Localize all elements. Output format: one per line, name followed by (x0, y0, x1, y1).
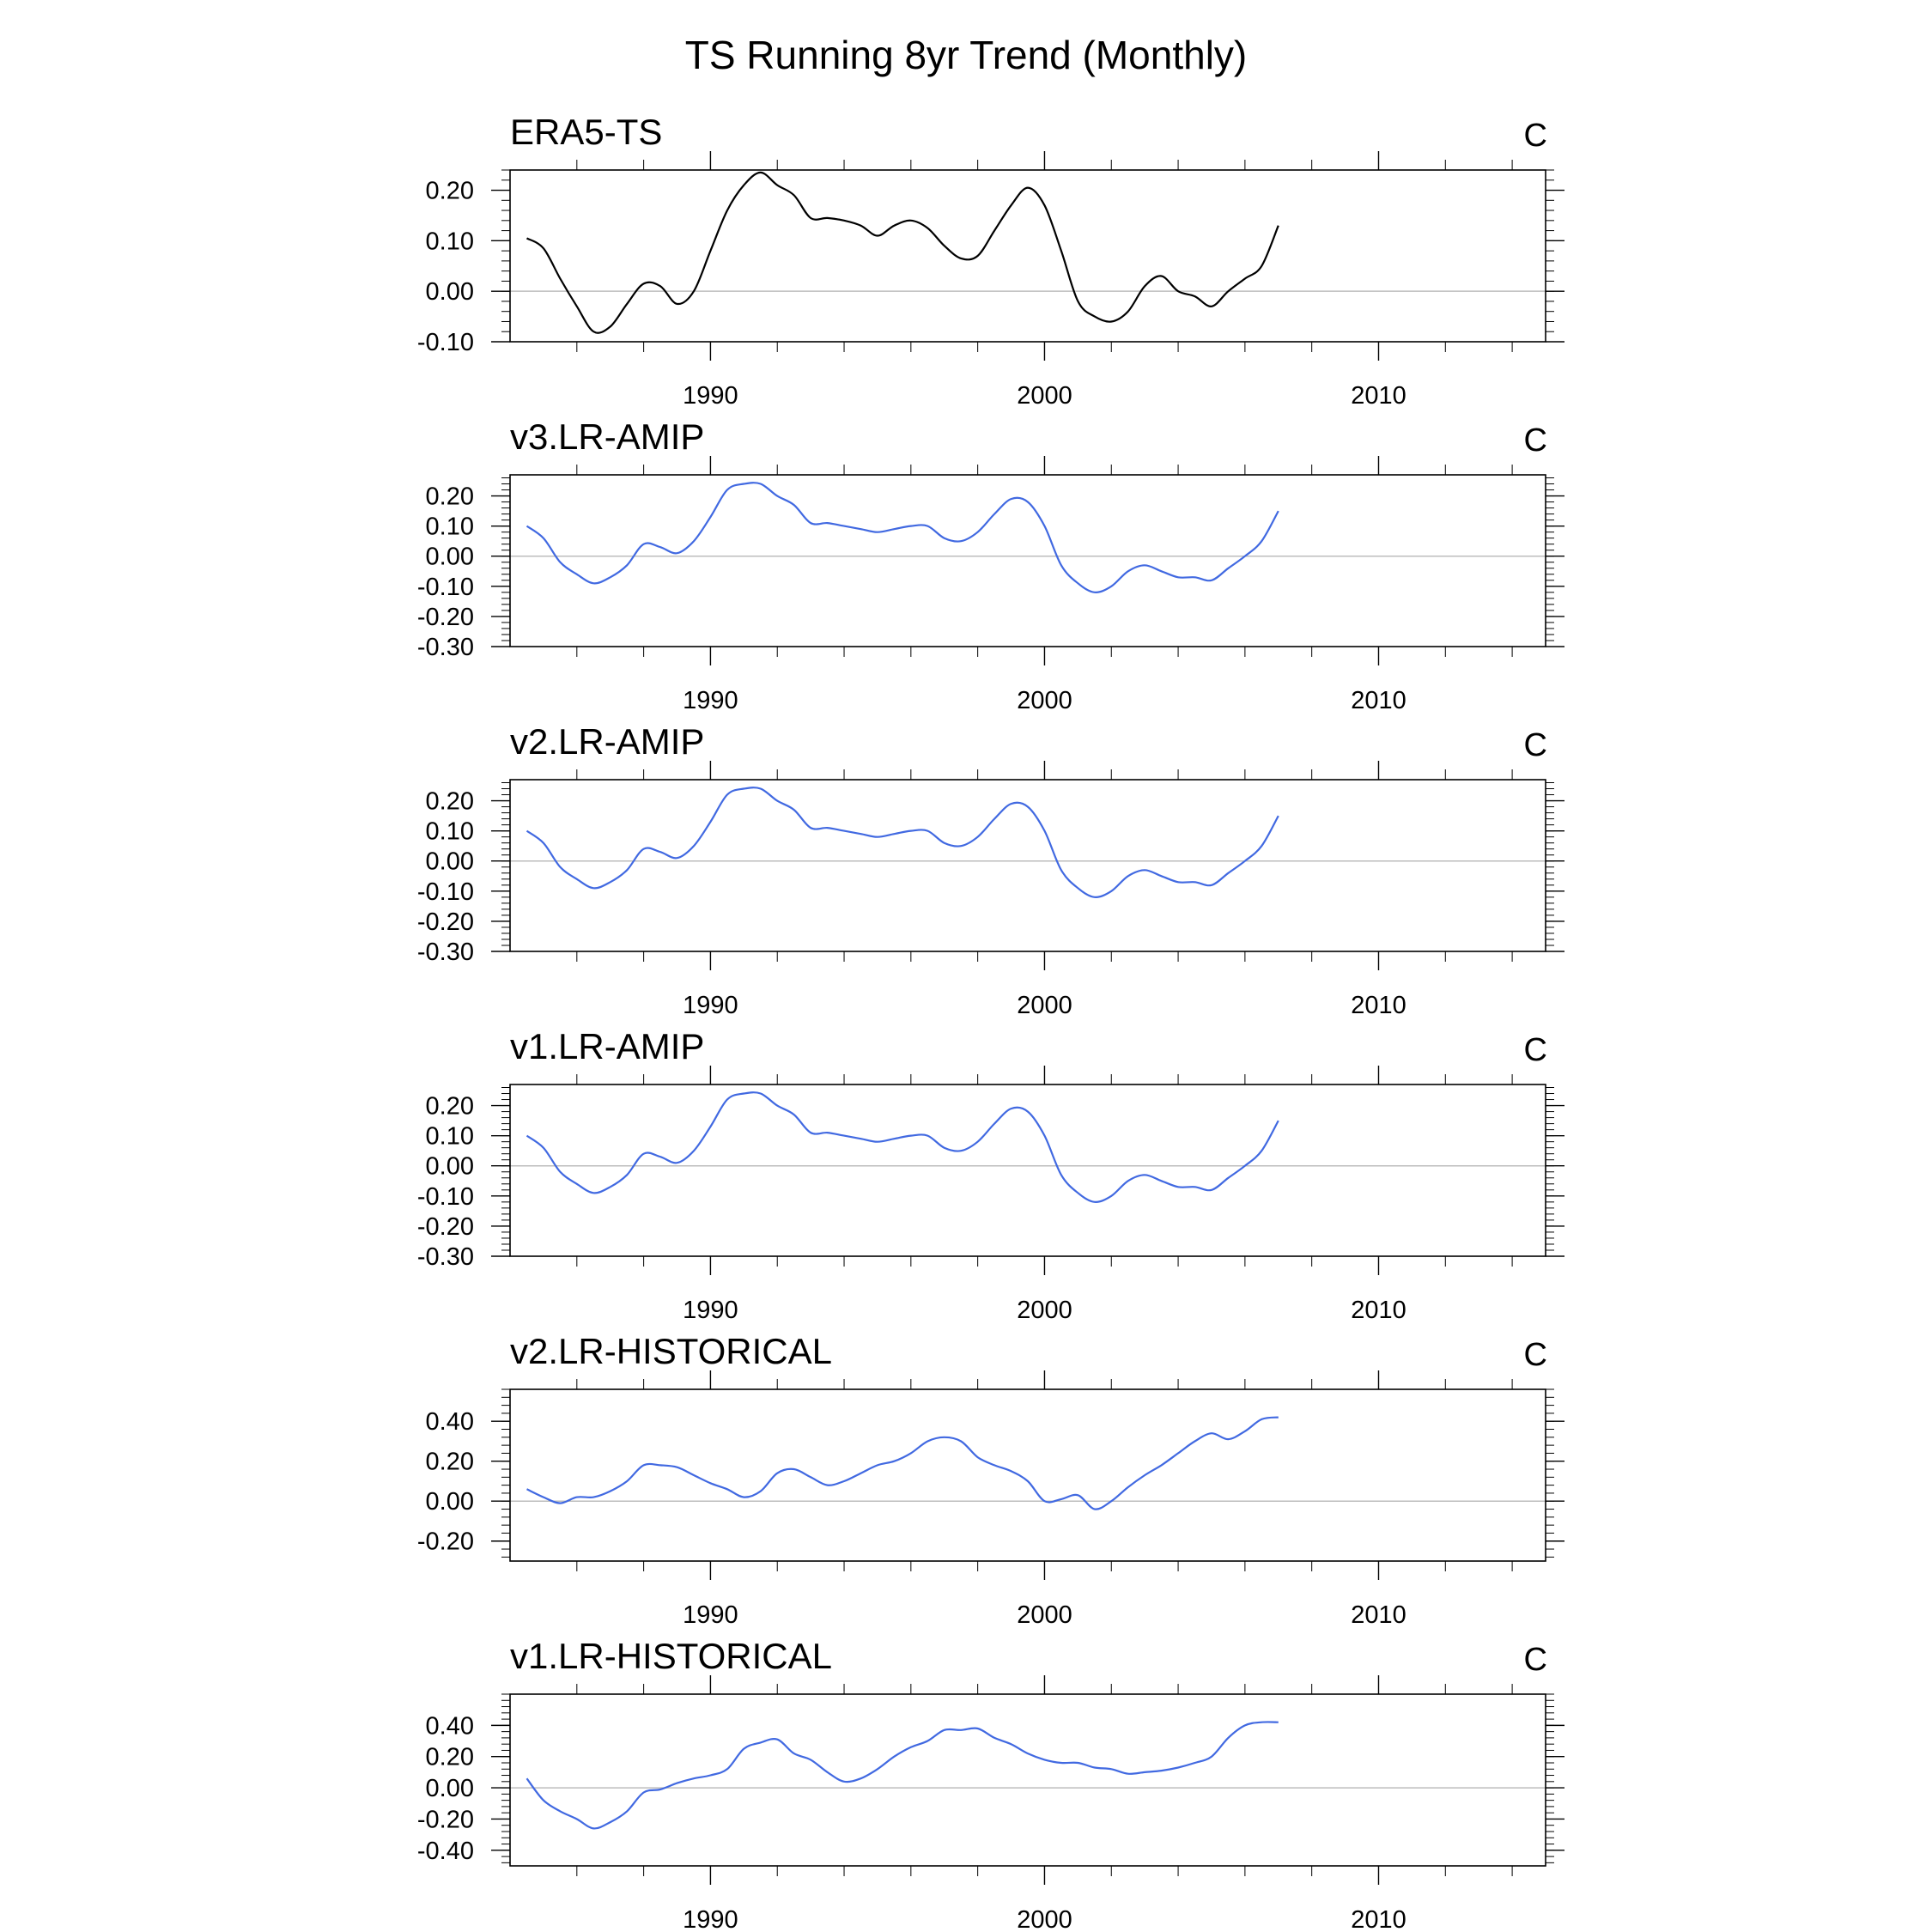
y-tick-label: -0.10 (416, 878, 474, 906)
y-tick-label: 0.20 (425, 1743, 474, 1771)
y-tick-label: -0.20 (416, 1212, 474, 1241)
series-line (527, 173, 1279, 333)
x-tick-label: 2000 (1017, 1601, 1072, 1629)
panel-2 (417, 721, 1564, 1019)
panel-0 (417, 112, 1564, 410)
x-tick-label: 1990 (683, 1906, 738, 1932)
plot-frame (510, 170, 1546, 342)
y-tick-label: 0.00 (425, 1488, 474, 1516)
x-tick-label: 2000 (1017, 992, 1072, 1019)
x-tick-label: 2000 (1017, 382, 1072, 410)
x-tick-label: 1990 (683, 1297, 738, 1324)
x-tick-label: 2000 (1017, 1906, 1072, 1932)
panel-1 (417, 416, 1564, 714)
plot-frame (510, 1389, 1546, 1561)
y-tick-label: 0.20 (425, 1092, 474, 1121)
panel-unit: C (1523, 422, 1547, 459)
y-tick-label: 0.40 (425, 1712, 474, 1741)
y-tick-label: 0.10 (425, 228, 474, 256)
plot-frame (510, 475, 1546, 647)
x-tick-label: 2010 (1351, 687, 1406, 714)
y-tick-label: -0.10 (416, 573, 474, 601)
panel-title: v2.LR-HISTORICAL (510, 1331, 832, 1371)
y-tick-label: -0.20 (416, 603, 474, 631)
x-tick-label: 1990 (683, 687, 738, 714)
y-tick-label: -0.20 (416, 1528, 474, 1556)
series-line (527, 1418, 1279, 1510)
x-tick-label: 2000 (1017, 687, 1072, 714)
y-tick-label: -0.20 (416, 1806, 474, 1834)
y-tick-label: 0.20 (425, 483, 474, 511)
x-tick-label: 2000 (1017, 1297, 1072, 1324)
y-tick-label: 0.10 (425, 1122, 474, 1151)
plot-frame (510, 780, 1546, 951)
y-tick-label: -0.10 (416, 1182, 474, 1211)
panel-title: v2.LR-AMIP (510, 721, 705, 762)
y-tick-label: 0.20 (425, 177, 474, 205)
y-tick-label: -0.20 (416, 908, 474, 936)
series-line (527, 787, 1279, 897)
x-tick-label: 2010 (1351, 382, 1406, 410)
panel-3 (417, 1026, 1564, 1324)
series-line (527, 1722, 1279, 1828)
y-tick-label: 0.00 (425, 278, 474, 307)
x-tick-label: 2010 (1351, 1297, 1406, 1324)
panel-5 (417, 1636, 1564, 1932)
panel-unit: C (1523, 1337, 1547, 1373)
y-tick-label: -0.30 (416, 634, 474, 661)
panel-unit: C (1523, 1032, 1547, 1068)
panels (417, 112, 1564, 1932)
y-tick-label: 0.20 (425, 787, 474, 816)
panel-4 (417, 1331, 1564, 1629)
series-line (527, 1092, 1279, 1202)
y-tick-label: 0.40 (425, 1408, 474, 1437)
panel-unit: C (1523, 118, 1547, 154)
plot-frame (510, 1084, 1546, 1256)
x-tick-label: 2010 (1351, 1601, 1406, 1629)
y-tick-label: 0.00 (425, 1775, 474, 1803)
x-tick-label: 1990 (683, 992, 738, 1019)
x-tick-label: 2010 (1351, 1906, 1406, 1932)
y-tick-label: 0.00 (425, 848, 474, 876)
panel-title: v1.LR-HISTORICAL (510, 1636, 832, 1676)
y-tick-label: 0.10 (425, 513, 474, 541)
x-tick-label: 1990 (683, 382, 738, 410)
panel-title: ERA5-TS (510, 112, 663, 152)
panel-unit: C (1523, 727, 1547, 763)
panel-title: v3.LR-AMIP (510, 416, 705, 457)
y-tick-label: -0.40 (416, 1837, 474, 1865)
main-title: TS Running 8yr Trend (Monthly) (684, 33, 1248, 77)
y-tick-label: 0.00 (425, 543, 474, 571)
panel-title: v1.LR-AMIP (510, 1026, 705, 1066)
y-tick-label: 0.10 (425, 817, 474, 846)
y-tick-label: 0.20 (425, 1448, 474, 1476)
x-tick-label: 2010 (1351, 992, 1406, 1019)
y-tick-label: -0.10 (416, 329, 474, 356)
x-tick-label: 1990 (683, 1601, 738, 1629)
plot-frame (510, 1694, 1546, 1866)
series-line (527, 483, 1279, 592)
y-tick-label: -0.30 (416, 1243, 474, 1271)
y-tick-label: 0.00 (425, 1152, 474, 1181)
panel-unit: C (1523, 1642, 1547, 1678)
y-tick-label: -0.30 (416, 939, 474, 966)
